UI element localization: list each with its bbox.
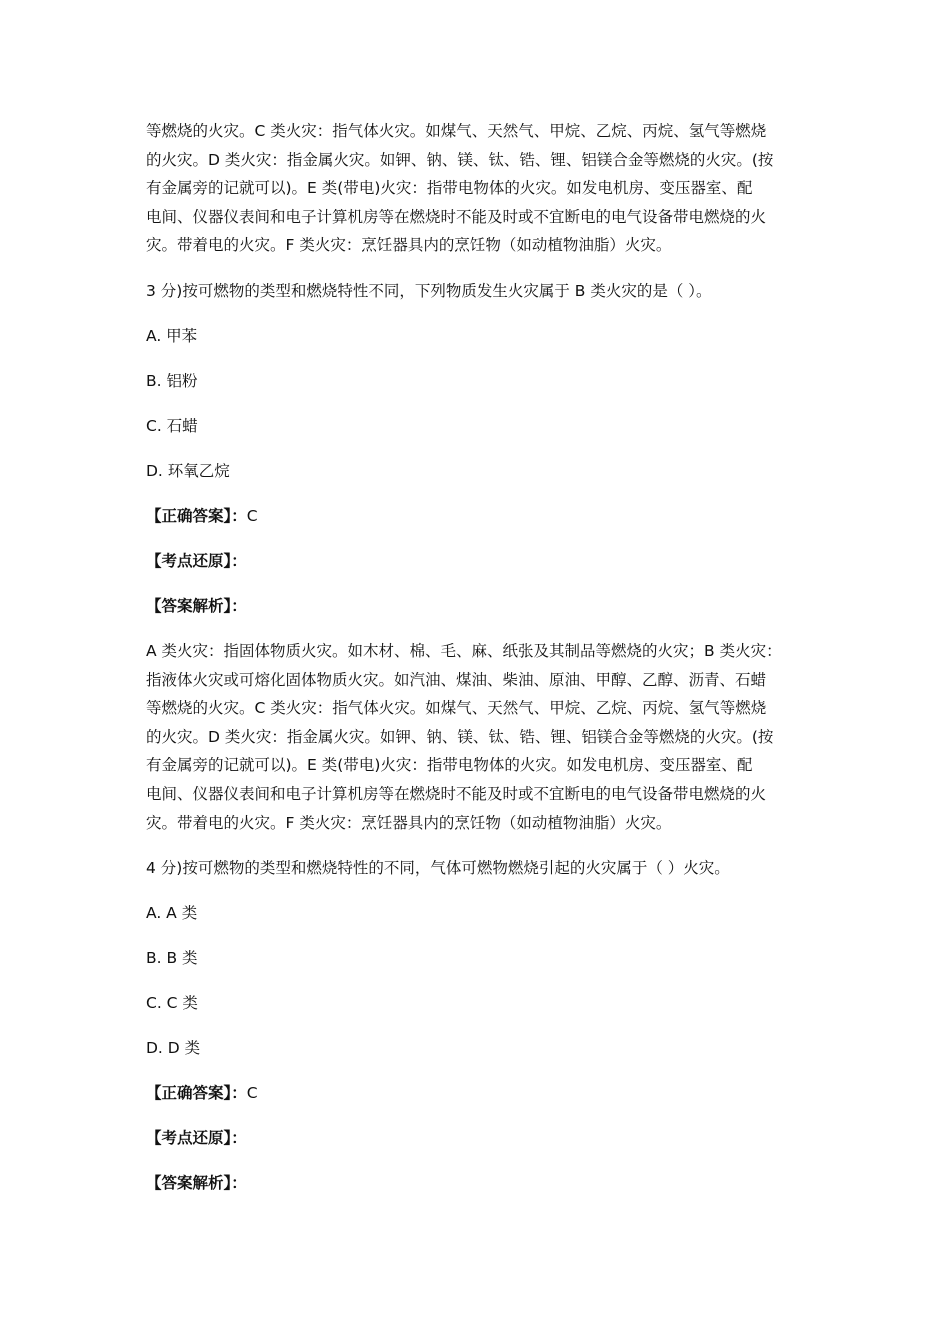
- question-4-key-point: 【考点还原】：: [146, 1129, 247, 1148]
- question-4: [146, 854, 810, 1197]
- question-4-stem: 4 分)按可燃物的类型和燃烧特性的不同，气体可燃物燃烧引起的火灾属于（ ）火灾。: [146, 859, 730, 878]
- paragraph-line: 有金属旁的记就可以)。E 类(带电)火灾：指带电物体的火灾。如发电机房、变压器室、配: [146, 756, 753, 775]
- paragraph-line: 有金属旁的记就可以)。E 类(带电)火灾：指带电物体的火灾。如发电机房、变压器室、配: [146, 179, 753, 198]
- paragraph-line: 灾。带着电的火灾。F 类火灾：烹饪器具内的烹饪物（如动植物油脂）火灾。: [146, 236, 672, 255]
- question-3-analysis-paragraph: [146, 637, 810, 837]
- paragraph-line: A 类火灾：指固体物质火灾。如木材、棉、毛、麻、纸张及其制品等燃烧的火灾；B 类火灾：: [146, 641, 782, 660]
- correct-answer-value: C: [246, 1084, 258, 1103]
- question-3-option-d: D. 环氧乙烷: [146, 461, 230, 480]
- question-3: [146, 277, 810, 837]
- question-3-option-b: B. 铝粉: [146, 371, 198, 390]
- top-explanation-paragraph: [146, 117, 810, 260]
- paragraph-line: 的火灾。D 类火灾：指金属火灾。如钾、钠、镁、钛、锆、锂、铝镁合金等燃烧的火灾。(按: [146, 727, 774, 746]
- question-4-analysis-label: 【答案解析】：: [146, 1174, 247, 1193]
- correct-answer-value: C: [246, 506, 258, 525]
- question-4-option-a: A. A 类: [146, 904, 198, 923]
- question-4-option-b: B. B 类: [146, 949, 198, 968]
- paragraph-line: 指液体火灾或可熔化固体物质火灾。如汽油、煤油、柴油、原油、甲醇、乙醇、沥青、石蜡: [146, 670, 767, 689]
- correct-answer-label: 【正确答案】：: [146, 1084, 247, 1103]
- paragraph-line: 的火灾。D 类火灾：指金属火灾。如钾、钠、镁、钛、锆、锂、铝镁合金等燃烧的火灾。(按: [146, 150, 774, 169]
- question-3-analysis-label: 【答案解析】：: [146, 596, 247, 615]
- question-3-option-c: C. 石蜡: [146, 416, 198, 435]
- question-3-option-a: A. 甲苯: [146, 326, 198, 345]
- question-4-option-c: C. C 类: [146, 994, 198, 1013]
- paragraph-line: 灾。带着电的火灾。F 类火灾：烹饪器具内的烹饪物（如动植物油脂）火灾。: [146, 813, 672, 832]
- question-3-correct-answer: [146, 502, 810, 530]
- paragraph-line: 电间、仪器仪表间和电子计算机房等在燃烧时不能及时或不宜断电的电气设备带电燃烧的火: [146, 784, 767, 803]
- paragraph-line: 等燃烧的火灾。C 类火灾：指气体火灾。如煤气、天然气、甲烷、乙烷、丙烷、氢气等燃烧: [146, 122, 767, 140]
- paragraph-line: 等燃烧的火灾。C 类火灾：指气体火灾。如煤气、天然气、甲烷、乙烷、丙烷、氢气等燃烧: [146, 699, 767, 718]
- question-3-key-point: 【考点还原】：: [146, 551, 247, 570]
- question-4-option-d: D. D 类: [146, 1039, 201, 1058]
- page-content: [146, 117, 810, 1197]
- correct-answer-label: 【正确答案】：: [146, 506, 247, 525]
- paragraph-line: 电间、仪器仪表间和电子计算机房等在燃烧时不能及时或不宜断电的电气设备带电燃烧的火: [146, 207, 767, 226]
- question-3-stem: 3 分)按可燃物的类型和燃烧特性不同，下列物质发生火灾属于 B 类火灾的是（ ）。: [146, 281, 712, 300]
- question-4-correct-answer: [146, 1079, 810, 1107]
